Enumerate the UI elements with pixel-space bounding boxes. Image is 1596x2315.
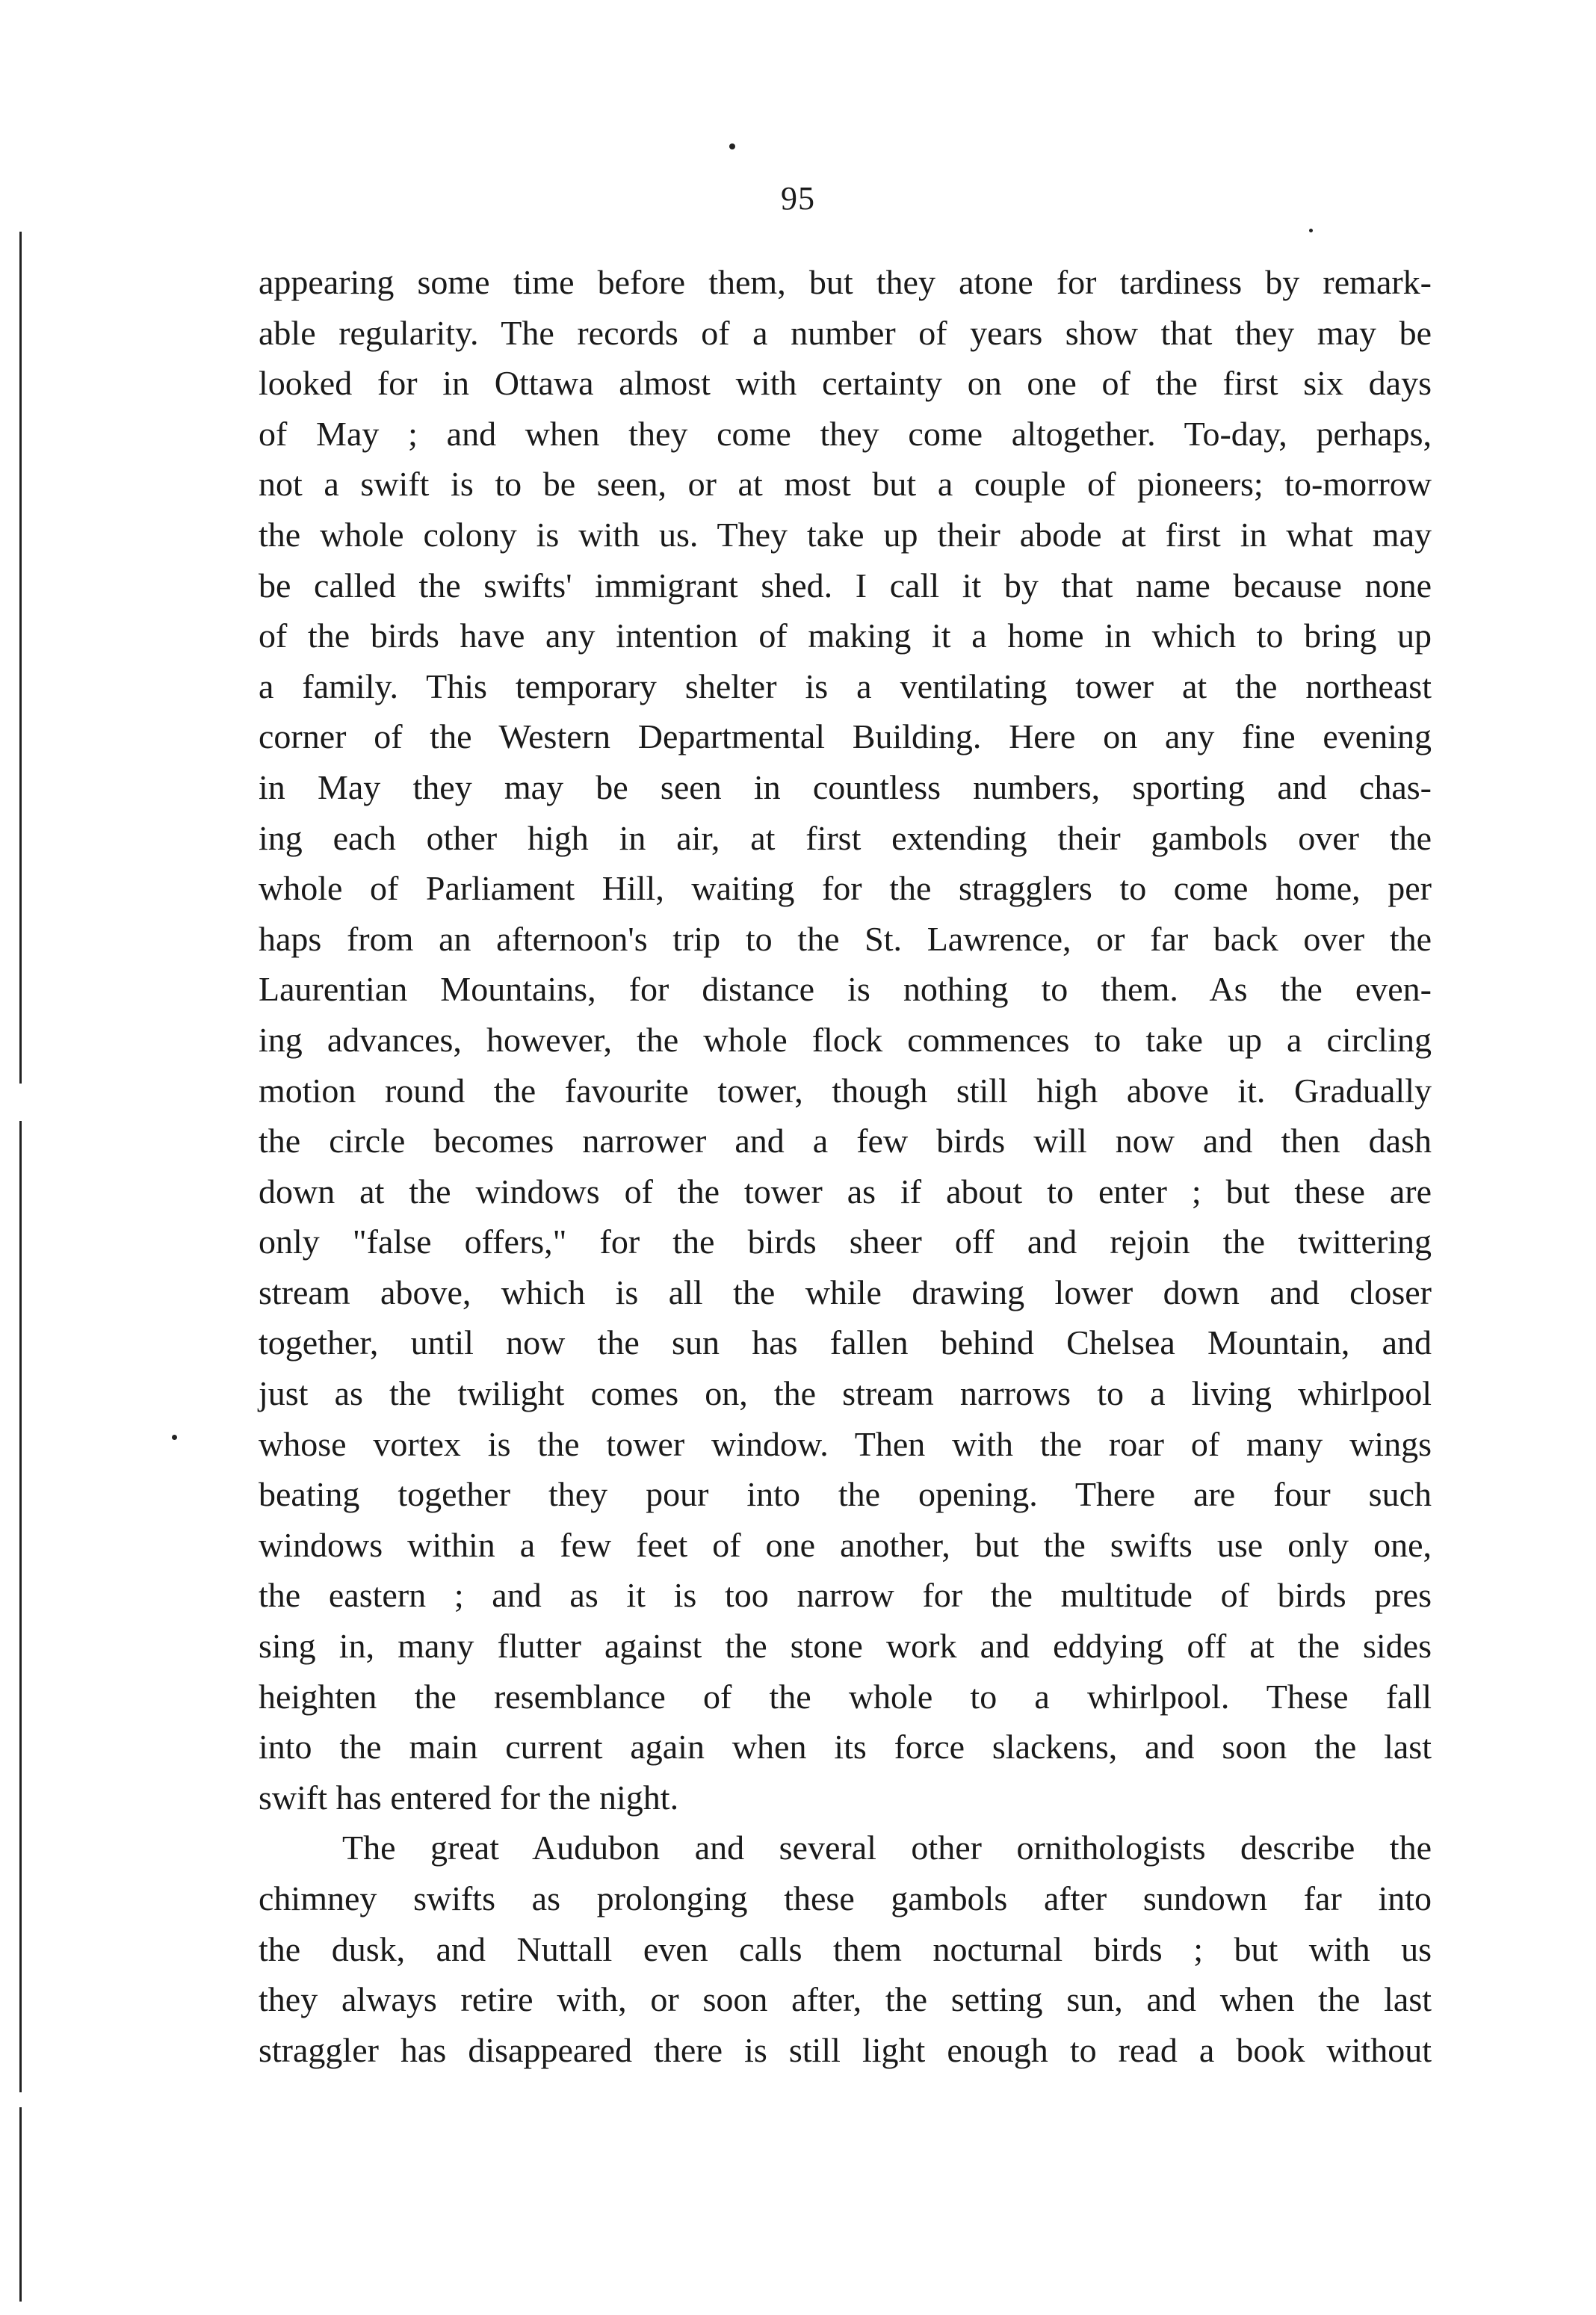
text-line: motion round the favourite tower, though still high above it. Gradually <box>259 1071 1432 1110</box>
paragraph-1 <box>259 257 1432 1823</box>
text-line: the dusk, and Nuttall even calls them nocturnal birds ; but with us <box>259 1929 1432 1968</box>
page-number: 95 <box>781 180 815 217</box>
scan-edge-line <box>19 232 22 1084</box>
text-line: beating together they pour into the opening. There are four such <box>259 1475 1432 1514</box>
paragraph-2 <box>259 1823 1432 2075</box>
text-line: just as the twilight comes on, the stream narrows to a living whirlpool <box>259 1374 1432 1413</box>
text-line: straggler has disappeared there is still light enough to read a book without <box>259 2030 1432 2069</box>
text-line: of the birds have any intention of making it a home in which to bring up <box>259 616 1432 655</box>
text-line: into the main current again when its force slackens, and soon the last <box>259 1728 1432 1767</box>
scan-edge-line <box>19 1121 22 2092</box>
text-line: ing each other high in air, at first extending their gambols over the <box>259 818 1432 857</box>
text-line: chimney swifts as prolonging these gambols after sundown far into <box>259 1879 1432 1917</box>
text-line: they always retire with, or soon after, the setting sun, and when the last <box>259 1980 1432 2019</box>
text-line: down at the windows of the tower as if about to enter ; but these are <box>259 1172 1432 1211</box>
text-line: able regularity. The records of a number of years show that they may be <box>259 313 1432 352</box>
text-line: corner of the Western Departmental Building. Here on any fine evening <box>259 717 1432 756</box>
text-line: only "false offers," for the birds sheer off and rejoin the twittering <box>259 1223 1432 1261</box>
text-line: a family. This temporary shelter is a ventilating tower at the northeast <box>259 667 1432 705</box>
text-line: appearing some time before them, but they atone for tardiness by remark- <box>259 263 1432 301</box>
text-line: the circle becomes narrower and a few birds will now and then dash <box>259 1122 1432 1160</box>
text-line: haps from an afternoon's trip to the St. Lawrence, or far back over the <box>259 919 1432 958</box>
text-line: whole of Parliament Hill, waiting for the stragglers to come home, per <box>259 869 1432 908</box>
scan-edge-line <box>19 2107 22 2302</box>
body-text <box>259 257 1432 2075</box>
scan-speck <box>1309 229 1313 232</box>
text-line: sing in, many flutter against the stone work and eddying off at the sides <box>259 1627 1432 1666</box>
text-line: the whole colony is with us. They take up their abode at first in what may <box>259 515 1432 554</box>
text-line: be called the swifts' immigrant shed. I call it by that name because none <box>259 566 1432 605</box>
text-line: in May they may be seen in countless numbers, sporting and chas- <box>259 767 1432 806</box>
text-line: Laurentian Mountains, for distance is nothing to them. As the even- <box>259 970 1432 1009</box>
text-line: heighten the resemblance of the whole to a whirlpool. These fall <box>259 1677 1432 1716</box>
text-line: windows within a few feet of one another, but the swifts use only one, <box>259 1525 1432 1564</box>
text-line: looked for in Ottawa almost with certainty on one of the first six days <box>259 364 1432 403</box>
text-line: together, until now the sun has fallen behind Chelsea Mountain, and <box>259 1323 1432 1362</box>
scan-speck <box>172 1435 177 1440</box>
scan-speck <box>729 143 735 149</box>
text-line: swift has entered for the night. <box>259 1778 679 1817</box>
text-line: stream above, which is all the while drawing lower down and closer <box>259 1273 1432 1311</box>
text-line: of May ; and when they come they come altogether. To-day, perhaps, <box>259 414 1432 453</box>
text-line: the eastern ; and as it is too narrow for the multitude of birds pres <box>259 1576 1432 1615</box>
text-line: ing advances, however, the whole flock commences to take up a circling <box>259 1020 1432 1059</box>
text-line: not a swift is to be seen, or at most but a couple of pioneers; to-morrow <box>259 465 1432 504</box>
text-line: whose vortex is the tower window. Then with the roar of many wings <box>259 1424 1432 1463</box>
text-line: The great Audubon and several other ornithologists describe the <box>342 1829 1432 1867</box>
